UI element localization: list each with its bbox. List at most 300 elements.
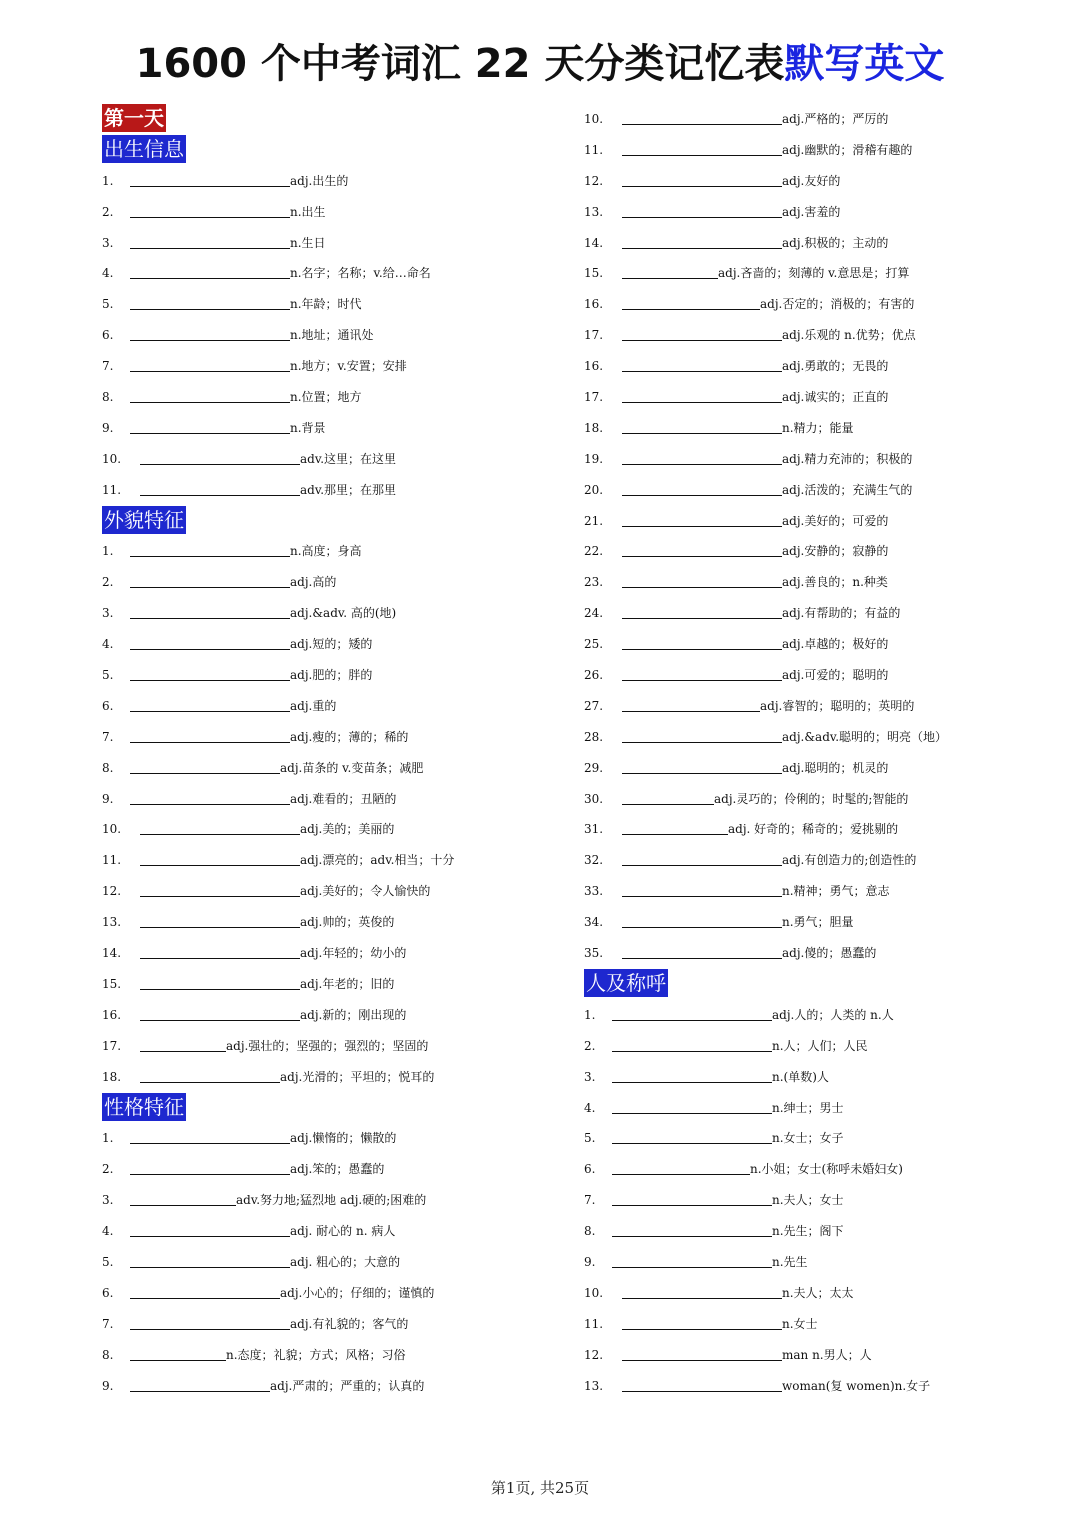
answer-blank[interactable]	[622, 414, 782, 434]
item-definition: adj.灵巧的；伶俐的；时髦的;智能的	[714, 791, 909, 806]
item-definition: adv.努力地;猛烈地 adj.硬的;困难的	[236, 1193, 427, 1208]
item-definition: n.出生	[290, 204, 326, 219]
item-definition: n.背景	[290, 420, 326, 435]
vocab-row	[584, 197, 1054, 228]
vocab-row	[102, 197, 572, 228]
item-definition: n.夫人；太太	[782, 1285, 854, 1300]
item-definition: adj.新的；刚出现的	[300, 1007, 407, 1022]
vocab-row	[584, 1062, 1054, 1093]
item-definition: adj. 耐心的 n. 病人	[290, 1224, 396, 1239]
vocab-row	[102, 1340, 572, 1371]
item-number: 29.	[584, 760, 604, 775]
answer-blank[interactable]	[622, 568, 782, 588]
answer-blank[interactable]	[622, 815, 728, 835]
vocab-row	[102, 1371, 572, 1402]
vocab-row	[584, 1123, 1054, 1154]
item-definition: adj.强壮的；坚强的；强烈的；坚固的	[226, 1038, 429, 1053]
answer-blank[interactable]	[130, 661, 290, 681]
item-definition: n.女士；女子	[772, 1131, 844, 1146]
vocab-row	[102, 351, 572, 382]
section-heading-label: 外貌特征	[104, 507, 184, 532]
vocab-row	[102, 1309, 572, 1340]
answer-blank[interactable]	[130, 537, 290, 557]
vocab-row	[102, 258, 572, 289]
item-number: 15.	[584, 266, 604, 281]
item-definition: adj.美的；美丽的	[300, 822, 395, 837]
item-number: 16.	[584, 297, 604, 312]
answer-blank[interactable]	[622, 507, 782, 527]
day-heading	[102, 104, 572, 135]
answer-blank[interactable]	[622, 198, 782, 218]
answer-blank[interactable]	[140, 846, 300, 866]
answer-blank[interactable]	[130, 785, 290, 805]
item-definition: adj.善良的；n.种类	[782, 575, 888, 590]
item-definition: adj.肥的；胖的	[290, 668, 373, 683]
vocab-row	[584, 289, 1054, 320]
vocab-row	[584, 135, 1054, 166]
answer-blank[interactable]	[130, 568, 290, 588]
item-definition: adv.这里；在这里	[300, 451, 397, 466]
vocab-row	[584, 784, 1054, 815]
answer-blank[interactable]	[140, 970, 300, 990]
item-number: 19.	[584, 451, 604, 466]
item-definition: adj.精力充沛的；积极的	[782, 451, 913, 466]
answer-blank[interactable]	[612, 1217, 772, 1237]
item-number: 27.	[584, 698, 604, 713]
item-definition: n.先生	[772, 1254, 808, 1269]
answer-blank[interactable]	[612, 1094, 772, 1114]
item-number: 9.	[102, 420, 114, 435]
vocab-row	[102, 660, 572, 691]
page-title	[0, 38, 1080, 90]
item-number: 17.	[584, 390, 604, 405]
item-definition: adj. 好奇的；稀奇的；爱挑剔的	[728, 822, 899, 837]
item-definition: n.位置；地方	[290, 390, 362, 405]
item-number: 16.	[102, 1007, 122, 1022]
item-number: 1.	[584, 1007, 596, 1022]
item-definition: adj.否定的；消极的；有害的	[760, 297, 915, 312]
item-number: 9.	[102, 791, 114, 806]
item-number: 7.	[102, 729, 114, 744]
item-number: 8.	[102, 390, 114, 405]
item-definition: adj.美好的；令人愉快的	[300, 884, 431, 899]
vocab-row	[584, 1031, 1054, 1062]
vocab-row	[584, 938, 1054, 969]
left-column	[102, 104, 572, 1401]
answer-blank[interactable]	[140, 445, 300, 465]
title-main: 1600 个中考词汇 22 天分类记忆表	[135, 41, 785, 87]
item-definition: adj.乐观的 n.优势；优点	[782, 328, 916, 343]
item-definition: adj.美好的；可爱的	[782, 513, 889, 528]
answer-blank[interactable]	[130, 290, 290, 310]
vocab-row	[102, 753, 572, 784]
vocab-row	[102, 876, 572, 907]
answer-blank[interactable]	[622, 229, 782, 249]
item-definition: n.小姐；女士(称呼未婚妇女)	[750, 1162, 903, 1177]
answer-blank[interactable]	[140, 908, 300, 928]
answer-blank[interactable]	[622, 692, 760, 712]
item-number: 8.	[102, 1347, 114, 1362]
item-definition: adj.&adv.聪明的；明亮（地）	[782, 729, 948, 744]
answer-blank[interactable]	[622, 537, 782, 557]
vocab-row	[102, 845, 572, 876]
item-definition: adj.吝啬的；刻薄的 v.意思是；打算	[718, 266, 910, 281]
item-definition: adj.诚实的；正直的	[782, 390, 889, 405]
answer-blank[interactable]	[612, 1155, 750, 1175]
item-number: 2.	[102, 204, 114, 219]
vocab-row	[584, 907, 1054, 938]
item-number: 3.	[102, 606, 114, 621]
item-definition: adj.有创造力的;创造性的	[782, 853, 917, 868]
vocab-row	[584, 660, 1054, 691]
vocab-row	[584, 228, 1054, 259]
answer-blank[interactable]	[130, 1310, 290, 1330]
vocab-row	[584, 104, 1054, 135]
vocab-row	[584, 1247, 1054, 1278]
answer-blank[interactable]	[130, 1155, 290, 1175]
item-definition: woman(复 women)n.女子	[782, 1378, 931, 1393]
item-number: 3.	[584, 1069, 596, 1084]
vocab-row	[584, 1093, 1054, 1124]
vocab-row	[102, 166, 572, 197]
item-number: 7.	[102, 359, 114, 374]
item-definition: n.精力；能量	[782, 420, 854, 435]
answer-blank[interactable]	[130, 414, 290, 434]
item-definition: adj.卓越的；极好的	[782, 637, 889, 652]
item-number: 13.	[584, 1378, 604, 1393]
item-definition: n.女士	[782, 1316, 818, 1331]
item-definition: adj.安静的；寂静的	[782, 544, 889, 559]
vocab-row	[102, 1278, 572, 1309]
item-definition: adj.睿智的；聪明的；英明的	[760, 698, 915, 713]
answer-blank[interactable]	[130, 599, 290, 619]
answer-blank[interactable]	[130, 1372, 270, 1392]
vocab-row	[102, 413, 572, 444]
item-definition: adj.笨的；愚蠢的	[290, 1162, 385, 1177]
item-number: 7.	[584, 1193, 596, 1208]
item-number: 32.	[584, 853, 604, 868]
item-definition: adj.聪明的；机灵的	[782, 760, 889, 775]
vocab-row	[584, 876, 1054, 907]
answer-blank[interactable]	[622, 1279, 782, 1299]
title-highlight: 默写英文	[784, 41, 945, 87]
item-number: 3.	[102, 235, 114, 250]
item-number: 1.	[102, 544, 114, 559]
vocab-row	[584, 536, 1054, 567]
answer-blank[interactable]	[130, 723, 290, 743]
vocab-row	[584, 691, 1054, 722]
item-number: 31.	[584, 822, 604, 837]
item-definition: adj.害羞的	[782, 204, 841, 219]
item-definition: adj.高的	[290, 575, 337, 590]
section-heading-label: 性格特征	[104, 1094, 184, 1119]
answer-blank[interactable]	[130, 1279, 280, 1299]
vocab-row	[102, 1062, 572, 1093]
item-number: 21.	[584, 513, 604, 528]
answer-blank[interactable]	[140, 877, 300, 897]
item-number: 4.	[584, 1100, 596, 1115]
vocab-row	[102, 722, 572, 753]
answer-blank[interactable]	[622, 630, 782, 650]
vocab-row	[584, 845, 1054, 876]
vocab-row	[102, 1123, 572, 1154]
item-definition: adj.严格的；严厉的	[782, 112, 889, 126]
answer-blank[interactable]	[622, 1310, 782, 1330]
item-definition: man n.男人；人	[782, 1347, 872, 1362]
answer-blank[interactable]	[612, 1063, 772, 1083]
vocab-row	[584, 1185, 1054, 1216]
item-number: 23.	[584, 575, 604, 590]
item-number: 1.	[102, 173, 114, 188]
section-heading	[102, 135, 572, 166]
item-definition: adj.有礼貌的；客气的	[290, 1316, 409, 1331]
vocab-row	[102, 536, 572, 567]
vocab-row	[102, 1000, 572, 1031]
vocab-row	[102, 969, 572, 1000]
answer-blank[interactable]	[130, 754, 280, 774]
item-number: 11.	[584, 1316, 604, 1331]
item-definition: adj.傻的；愚蠢的	[782, 946, 877, 961]
answer-blank[interactable]	[130, 1124, 290, 1144]
vocab-row	[584, 351, 1054, 382]
answer-blank[interactable]	[622, 445, 782, 465]
vocab-row	[102, 907, 572, 938]
vocab-row	[102, 1185, 572, 1216]
vocab-row	[584, 382, 1054, 413]
vocab-row	[102, 228, 572, 259]
answer-blank[interactable]	[140, 815, 300, 835]
item-number: 17.	[102, 1038, 122, 1053]
item-definition: adj.活泼的；充满生气的	[782, 482, 913, 497]
answer-blank[interactable]	[130, 229, 290, 249]
vocab-row	[584, 629, 1054, 660]
vocab-row	[102, 814, 572, 845]
vocab-row	[584, 1216, 1054, 1247]
vocab-row	[584, 258, 1054, 289]
answer-blank[interactable]	[622, 877, 782, 897]
item-number: 2.	[102, 575, 114, 590]
answer-blank[interactable]	[130, 630, 290, 650]
answer-blank[interactable]	[622, 723, 782, 743]
vocab-row	[584, 814, 1054, 845]
item-definition: adj.严肃的；严重的；认真的	[270, 1378, 425, 1393]
item-number: 11.	[584, 142, 604, 157]
vocab-row	[102, 598, 572, 629]
item-number: 24.	[584, 606, 604, 621]
answer-blank[interactable]	[612, 1186, 772, 1206]
answer-blank[interactable]	[622, 105, 782, 125]
answer-blank[interactable]	[130, 1186, 236, 1206]
item-definition: n.人；人们；人民	[772, 1038, 868, 1053]
vocab-row	[102, 320, 572, 351]
item-number: 17.	[584, 328, 604, 343]
vocab-row	[584, 166, 1054, 197]
answer-blank[interactable]	[622, 908, 782, 928]
item-number: 30.	[584, 791, 604, 806]
answer-blank[interactable]	[622, 136, 782, 156]
answer-blank[interactable]	[130, 383, 290, 403]
answer-blank[interactable]	[622, 1341, 782, 1361]
vocab-row	[102, 938, 572, 969]
vocab-row	[102, 691, 572, 722]
item-definition: adj.年轻的；幼小的	[300, 946, 407, 961]
item-definition: n.地方；v.安置；安排	[290, 359, 407, 374]
answer-blank[interactable]	[622, 1372, 782, 1392]
section-heading-label: 人及称呼	[586, 970, 666, 995]
vocab-row	[102, 567, 572, 598]
answer-blank[interactable]	[140, 476, 300, 496]
item-number: 25.	[584, 637, 604, 652]
answer-blank[interactable]	[612, 1124, 772, 1144]
item-definition: adj.小心的；仔细的；谨慎的	[280, 1285, 435, 1300]
item-definition: adj.年老的；旧的	[300, 976, 395, 991]
item-number: 6.	[102, 328, 114, 343]
answer-blank[interactable]	[140, 1001, 300, 1021]
vocab-row	[584, 320, 1054, 351]
item-definition: n.绅士；男士	[772, 1100, 844, 1115]
item-number: 18.	[102, 1069, 122, 1084]
answer-blank[interactable]	[130, 692, 290, 712]
answer-blank[interactable]	[140, 939, 300, 959]
item-number: 11.	[102, 482, 122, 497]
item-definition: adj.瘦的；薄的；稀的	[290, 729, 409, 744]
answer-blank[interactable]	[140, 1063, 280, 1083]
answer-blank[interactable]	[612, 1032, 772, 1052]
item-number: 5.	[102, 1254, 114, 1269]
item-number: 9.	[102, 1378, 114, 1393]
answer-blank[interactable]	[130, 1217, 290, 1237]
item-definition: adj. 粗心的；大意的	[290, 1254, 401, 1269]
answer-blank[interactable]	[612, 1001, 772, 1021]
vocab-row	[102, 1247, 572, 1278]
item-definition: n.精神；勇气；意志	[782, 884, 890, 899]
day-label: 第一天	[104, 106, 164, 130]
item-number: 26.	[584, 668, 604, 683]
item-definition: n.先生；阁下	[772, 1224, 844, 1239]
answer-blank[interactable]	[622, 321, 782, 341]
item-number: 2.	[102, 1162, 114, 1177]
item-number: 12.	[102, 884, 122, 899]
answer-blank[interactable]	[130, 167, 290, 187]
section-heading	[584, 969, 1054, 1000]
item-number: 4.	[102, 266, 114, 281]
answer-blank[interactable]	[622, 476, 782, 496]
item-definition: adj.漂亮的；adv.相当；十分	[300, 853, 455, 868]
vocab-row	[584, 413, 1054, 444]
item-definition: adj.苗条的 v.变苗条；减肥	[280, 760, 424, 775]
item-definition: adj.&adv. 高的(地)	[290, 606, 397, 621]
item-number: 8.	[102, 760, 114, 775]
vocab-row	[584, 598, 1054, 629]
item-number: 13.	[102, 915, 122, 930]
answer-blank[interactable]	[622, 785, 714, 805]
answer-blank[interactable]	[622, 383, 782, 403]
answer-blank[interactable]	[612, 1248, 772, 1268]
vocab-row	[102, 784, 572, 815]
answer-blank[interactable]	[622, 167, 782, 187]
vocab-row	[584, 444, 1054, 475]
item-number: 20.	[584, 482, 604, 497]
answer-blank[interactable]	[130, 1248, 290, 1268]
answer-blank[interactable]	[130, 198, 290, 218]
vocab-row	[102, 1154, 572, 1185]
item-definition: adj.短的；矮的	[290, 637, 373, 652]
answer-blank[interactable]	[130, 1341, 226, 1361]
answer-blank[interactable]	[622, 259, 718, 279]
answer-blank[interactable]	[130, 352, 290, 372]
vocab-row	[584, 1000, 1054, 1031]
item-definition: n.地址；通讯处	[290, 328, 374, 343]
answer-blank[interactable]	[622, 846, 782, 866]
answer-blank[interactable]	[130, 321, 290, 341]
vocab-row	[584, 506, 1054, 537]
item-definition: adv.那里；在那里	[300, 482, 397, 497]
item-number: 10.	[102, 822, 122, 837]
item-definition: n.态度；礼貌；方式；风格；习俗	[226, 1347, 406, 1362]
answer-blank[interactable]	[622, 754, 782, 774]
vocab-row	[584, 475, 1054, 506]
item-definition: n.(单数)人	[772, 1069, 829, 1084]
answer-blank[interactable]	[622, 352, 782, 372]
item-number: 5.	[584, 1131, 596, 1146]
item-number: 6.	[584, 1162, 596, 1177]
item-definition: adj.勇敢的；无畏的	[782, 359, 889, 374]
item-number: 11.	[102, 853, 122, 868]
answer-blank[interactable]	[622, 661, 782, 681]
item-definition: adj.难看的；丑陋的	[290, 791, 397, 806]
vocab-row	[584, 567, 1054, 598]
item-number: 35.	[584, 946, 604, 961]
item-number: 14.	[102, 946, 122, 961]
answer-blank[interactable]	[130, 259, 290, 279]
answer-blank[interactable]	[622, 939, 782, 959]
item-number: 28.	[584, 729, 604, 744]
item-number: 10.	[584, 1285, 604, 1300]
section-heading-label: 出生信息	[104, 136, 184, 161]
item-number: 34.	[584, 915, 604, 930]
vocab-row	[584, 722, 1054, 753]
vocab-row	[102, 444, 572, 475]
section-heading	[102, 1093, 572, 1124]
vocab-row	[584, 1278, 1054, 1309]
vocab-row	[584, 1154, 1054, 1185]
item-number: 5.	[102, 668, 114, 683]
item-definition: adj.有帮助的；有益的	[782, 606, 901, 621]
item-number: 2.	[584, 1038, 596, 1053]
item-number: 7.	[102, 1316, 114, 1331]
vocab-row	[584, 1340, 1054, 1371]
vocab-row	[102, 629, 572, 660]
item-definition: adj.光滑的；平坦的；悦耳的	[280, 1069, 435, 1084]
item-definition: adj.可爱的；聪明的	[782, 668, 889, 683]
item-number: 14.	[584, 235, 604, 250]
item-definition: n.勇气；胆量	[782, 915, 854, 930]
item-definition: adj.友好的	[782, 173, 841, 188]
item-definition: n.年龄；时代	[290, 297, 362, 312]
vocab-row	[102, 475, 572, 506]
item-number: 33.	[584, 884, 604, 899]
answer-blank[interactable]	[622, 290, 760, 310]
item-number: 10.	[102, 451, 122, 466]
answer-blank[interactable]	[140, 1032, 226, 1052]
page-footer: 第1页, 共25页	[490, 1479, 590, 1497]
item-definition: n.高度；身高	[290, 544, 362, 559]
item-number: 1.	[102, 1131, 114, 1146]
item-number: 18.	[584, 420, 604, 435]
item-definition: adj.积极的；主动的	[782, 235, 889, 250]
answer-blank[interactable]	[622, 599, 782, 619]
item-number: 5.	[102, 297, 114, 312]
